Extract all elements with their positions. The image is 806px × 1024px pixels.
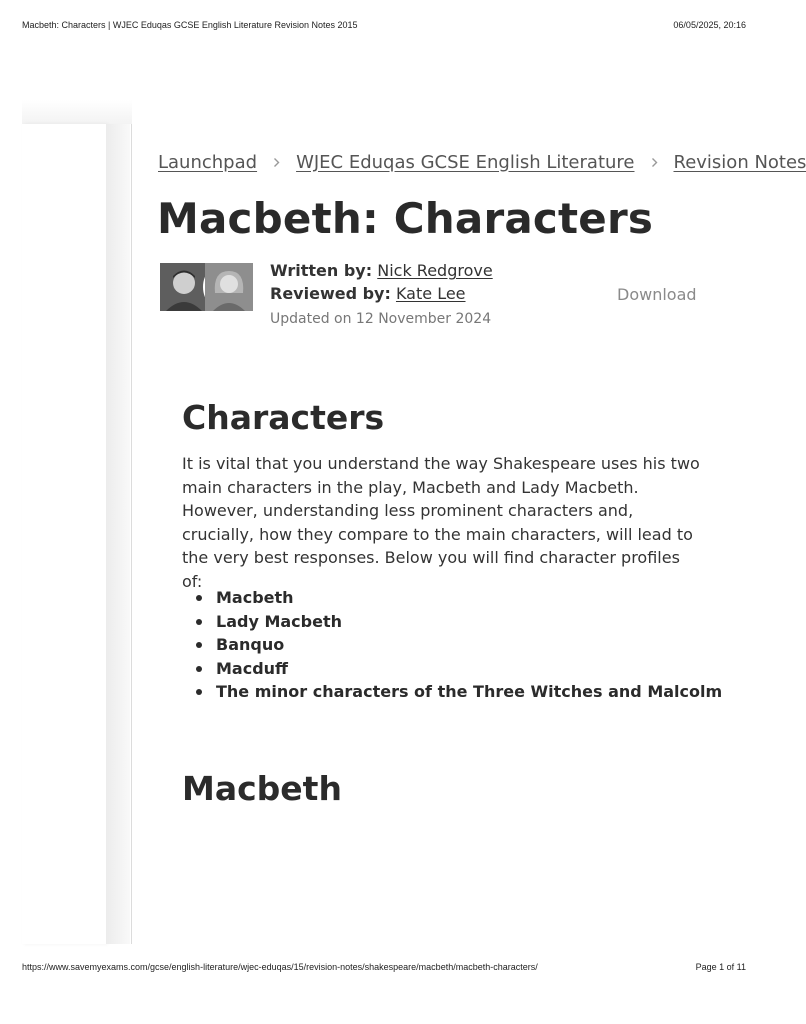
- print-url: https://www.savemyexams.com/gcse/english-literature/wjec-eduqas/15/revision-notes/shakespeare/macbeth/macbeth-characters/: [22, 962, 538, 972]
- left-panel-shadow: [22, 100, 132, 124]
- list-item: Banquo: [216, 633, 736, 657]
- author-link[interactable]: Nick Redgrove: [377, 261, 493, 280]
- breadcrumb-launchpad[interactable]: Launchpad: [158, 151, 258, 173]
- content-divider: [131, 124, 132, 944]
- print-page-number: Page 1 of 11: [695, 962, 746, 972]
- left-sidebar: [22, 124, 106, 944]
- print-doc-title: Macbeth: Characters | WJEC Eduqas GCSE English Literature Revision Notes 2015: [22, 20, 358, 30]
- breadcrumb-revision-notes[interactable]: Revision Notes: [673, 151, 806, 173]
- reviewer-avatar[interactable]: [203, 261, 255, 313]
- sidebar-gutter: [106, 124, 130, 944]
- chevron-right-icon: [271, 157, 282, 168]
- breadcrumb: [158, 148, 806, 176]
- list-item: Macduff: [216, 657, 736, 681]
- print-datetime: 06/05/2025, 20:16: [673, 20, 746, 30]
- reviewed-by-label: Reviewed by:: [270, 284, 391, 303]
- list-item: The minor characters of the Three Witches and Malcolm: [216, 680, 736, 704]
- print-header: [22, 20, 746, 30]
- breadcrumb-course[interactable]: WJEC Eduqas GCSE English Literature: [296, 151, 635, 173]
- print-footer: [22, 962, 746, 972]
- intro-paragraph: It is vital that you understand the way Shakespeare uses his two main characters in the play, Macbeth and Lady Macbeth. However, understanding less prominent characters and, crucially, how they compare to the main characters, will lead to the very best responses. Below you will find character profiles of:: [182, 454, 700, 591]
- section-heading-characters: Characters: [182, 398, 385, 437]
- character-list: [182, 586, 736, 704]
- written-by-label: Written by:: [270, 261, 373, 280]
- list-item: Macbeth: [216, 586, 736, 610]
- reviewer-link[interactable]: Kate Lee: [395, 284, 466, 303]
- reviewed-by: [270, 284, 466, 303]
- list-item: Lady Macbeth: [216, 610, 736, 634]
- chevron-right-icon: [649, 157, 660, 168]
- section-heading-macbeth: Macbeth: [182, 769, 342, 808]
- page-title: Macbeth: Characters: [157, 194, 654, 243]
- written-by: [270, 261, 493, 280]
- download-button[interactable]: Download: [617, 285, 697, 304]
- updated-date: Updated on 12 November 2024: [270, 311, 492, 327]
